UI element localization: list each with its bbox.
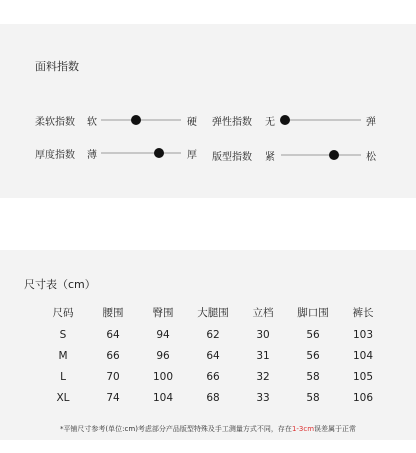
table-cell: M [58,349,68,362]
size-table-header-row [38,300,388,324]
table-cell: 100 [152,370,174,383]
table-cell: 56 [306,328,320,341]
elasticity-slider-knob [280,115,290,125]
table-cell: XL [56,391,70,404]
fabric-index-title: 面料指数 [35,60,79,73]
table-cell: 58 [306,391,320,404]
elasticity-label: 弹性指数 [212,117,252,128]
table-cell: 96 [156,349,170,362]
fit-slider-track [281,154,361,156]
fit-max-label: 松 [366,152,376,163]
softness-min-label: 软 [87,117,97,128]
elasticity-max-label: 弹 [366,117,376,128]
note-error-range: 1-3cm [291,425,315,433]
size-chart-title: 尺寸表（cm） [24,278,96,291]
table-cell: 94 [156,328,170,341]
table-cell: 31 [256,349,270,362]
table-cell: 66 [206,370,220,383]
table-cell: 104 [352,349,374,362]
table-cell: 103 [352,328,374,341]
table-cell: 56 [306,349,320,362]
table-cell: 74 [106,391,120,404]
fit-slider-knob [329,150,339,160]
thickness-min-label: 薄 [87,150,97,161]
elasticity-slider-track [281,119,361,121]
table-cell: 32 [256,370,270,383]
elasticity-min-label: 无 [265,117,275,128]
softness-label: 柔软指数 [35,117,75,128]
header-length: 裤长 [352,306,374,319]
softness-slider-track [101,119,181,121]
fit-label: 版型指数 [212,152,252,163]
header-size: 尺码 [52,306,74,319]
table-row [38,345,388,366]
header-waist: 腰围 [102,306,124,319]
table-cell: 70 [106,370,120,383]
thickness-slider-knob [154,148,164,158]
header-rise: 立档 [252,306,274,319]
thickness-slider-track [101,152,181,154]
table-cell: 68 [206,391,220,404]
note-text-after: 误差属于正常 [314,425,357,433]
table-cell: 58 [306,370,320,383]
table-cell: 33 [256,391,270,404]
thickness-max-label: 厚 [187,150,197,161]
table-cell: 105 [352,370,374,383]
table-cell: 106 [352,391,374,404]
measurement-note [0,424,416,434]
header-hip: 臀围 [152,306,174,319]
table-cell: 64 [206,349,220,362]
table-cell: L [60,370,66,383]
size-table [38,300,388,408]
table-cell: 62 [206,328,220,341]
header-thigh: 大腿围 [197,306,229,319]
table-row [38,324,388,345]
softness-max-label: 硬 [187,117,197,128]
fit-min-label: 紧 [265,152,275,163]
table-cell: 104 [152,391,174,404]
fabric-index-panel [0,24,416,198]
thickness-label: 厚度指数 [35,150,75,161]
table-cell: S [59,328,67,341]
table-row [38,387,388,408]
header-leg-opening: 脚口围 [297,306,329,319]
table-cell: 66 [106,349,120,362]
note-text-before: *平铺尺寸参考(单位:cm)考虑部分产品版型特殊及手工测量方式不同，存在 [59,425,292,433]
table-cell: 30 [256,328,270,341]
table-row [38,366,388,387]
table-cell: 64 [106,328,120,341]
